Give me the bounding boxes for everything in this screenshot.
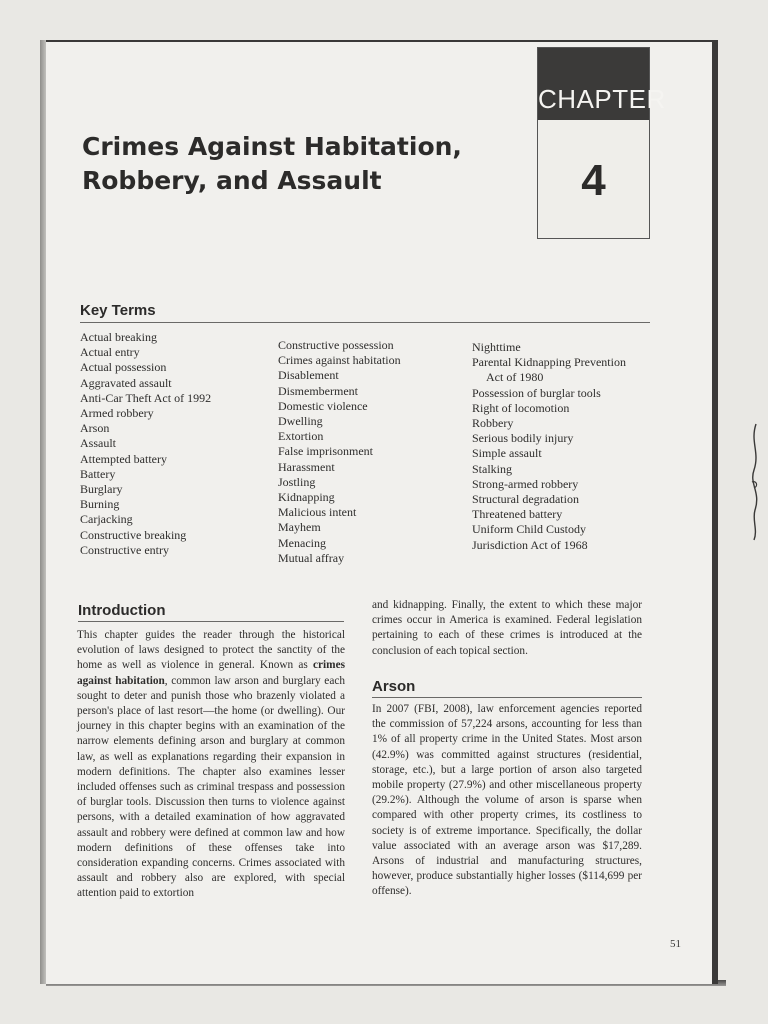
arson-rule [372,697,642,698]
key-term-item: Strong-armed robbery [472,476,579,491]
key-term-item: Menacing [278,535,326,550]
page-number: 51 [670,938,681,950]
chapter-number: 4 [581,156,606,205]
key-term-item: Nighttime [472,340,521,354]
key-term-item: Assault [80,436,116,451]
intro-bold-term: crimes against habitation [77,659,345,687]
chapter-label: CHAPTER [538,48,649,120]
key-term-item: Mutual affray [278,550,345,565]
introduction-heading: Introduction [78,602,166,619]
key-term-item: Possession of burglar tools [472,385,601,400]
key-term-item: Jurisdiction Act of 1968 [472,537,588,552]
key-term-item: Dwelling [278,414,323,429]
key-term-item: Constructive possession [278,338,394,352]
introduction-rule [78,621,344,622]
chapter-title [82,130,482,198]
key-terms-heading: Key Terms [80,302,156,319]
key-term-item: Harassment [278,459,335,474]
key-term-item: Right of locomotion [472,400,570,415]
key-term-item: Disablement [278,368,339,383]
key-term-item: Kidnapping [278,490,335,505]
key-term-item: False imprisonment [278,444,373,459]
key-term-item: Attempted battery [80,451,167,466]
key-term-item: Actual breaking [80,330,157,344]
key-term-item: Simple assault [472,446,542,461]
introduction-continuation: and kidnapping. Finally, the extent to which these major crimes occur in America is examined. Federal legislation pertaining to each of these crimes is introduced at the conclusion of each topical section. [372,599,642,657]
key-term-item: Serious bodily injury [472,431,574,446]
key-term-item: Mayhem [278,520,321,535]
key-term-item: Armed robbery [80,406,154,421]
key-term-item: Dismemberment [278,383,358,398]
key-term-item: Anti-Car Theft Act of 1992 [80,390,212,405]
key-term-item: Constructive entry [80,542,169,557]
key-term-item: Aggravated assault [80,375,172,390]
key-term-item: Parental Kidnapping Prevention [472,355,626,370]
key-term-item: Extortion [278,429,324,444]
key-terms-column-2 [278,338,401,566]
key-terms-rule [80,322,650,323]
arson-heading: Arson [372,678,416,695]
chapter-title-line-2: Robbery, and Assault [82,166,382,195]
chapter-box [537,47,666,239]
introduction-paragraph [77,628,345,902]
key-term-item: Battery [80,466,116,481]
key-term-item: Burning [80,497,120,512]
key-term-item: Act of 1980 [486,370,544,385]
key-term-item: Actual entry [80,345,140,360]
key-term-item: Uniform Child Custody [472,522,587,537]
key-term-item: Threatened battery [472,507,563,522]
intro-text-rest: , common law arson and burglary each sought to deter and punish those who brazenly violated a person's place of last resort—the home (or dwelling). Our journey in this chapter begins with an examination of the narrow elements defining arson and burglary at common law, as well as explanations regarding their expansion in modern definitions. The chapter also examines lesser included offenses such as criminal trespass and possession of burglar tools. Discussion then turns to violence against persons, with a detailed examination of how aggravated assault and robbery were defined at common law and how modern definitions of these offenses take into consideration expanding concerns. Crimes associated with assault and robbery also are explored, with special attention paid to extortion [77,674,345,900]
key-term-item: Carjacking [80,512,133,527]
key-term-item: Jostling [278,474,316,489]
key-term-item: Actual possession [80,360,167,375]
key-term-item: Crimes against habitation [278,353,401,368]
key-term-item: Malicious intent [278,505,357,520]
intro-text-start: This chapter guides the reader through the historical evolution of laws designed to protect the sanctity of the home as well as violence in general. Known as [77,629,345,672]
key-term-item: Domestic violence [278,398,368,413]
key-terms-column-3 [472,340,626,553]
key-term-item: Robbery [472,416,514,431]
arson-paragraph: In 2007 (FBI, 2008), law enforcement agencies reported the commission of 57,224 arsons, accounting for less than 1% of all property crime in the United States. Most arson (42.9%) was committed against structures (residential, storage, etc.), but a large portion of arson also targeted mobile property (27.9%) and other miscellaneous property (29.2%). Although the volume of arson is sparse when compared with other property crimes, its costliness to society is of extreme importance. Specifically, the dollar value associated with an average arson was $17,289. Arsons of industrial and manufacturing structures, however, produce substantially higher losses ($114,699 per offense). [372,703,642,898]
key-term-item: Constructive breaking [80,527,187,542]
handwritten-margin-mark [746,422,764,542]
key-terms-column-1 [80,330,211,558]
key-term-item: Arson [80,421,110,436]
key-term-item: Stalking [472,461,513,476]
chapter-title-line-1: Crimes Against Habitation, [82,132,462,161]
key-term-item: Structural degradation [472,492,579,507]
book-page [46,40,718,984]
key-term-item: Burglary [80,482,123,497]
